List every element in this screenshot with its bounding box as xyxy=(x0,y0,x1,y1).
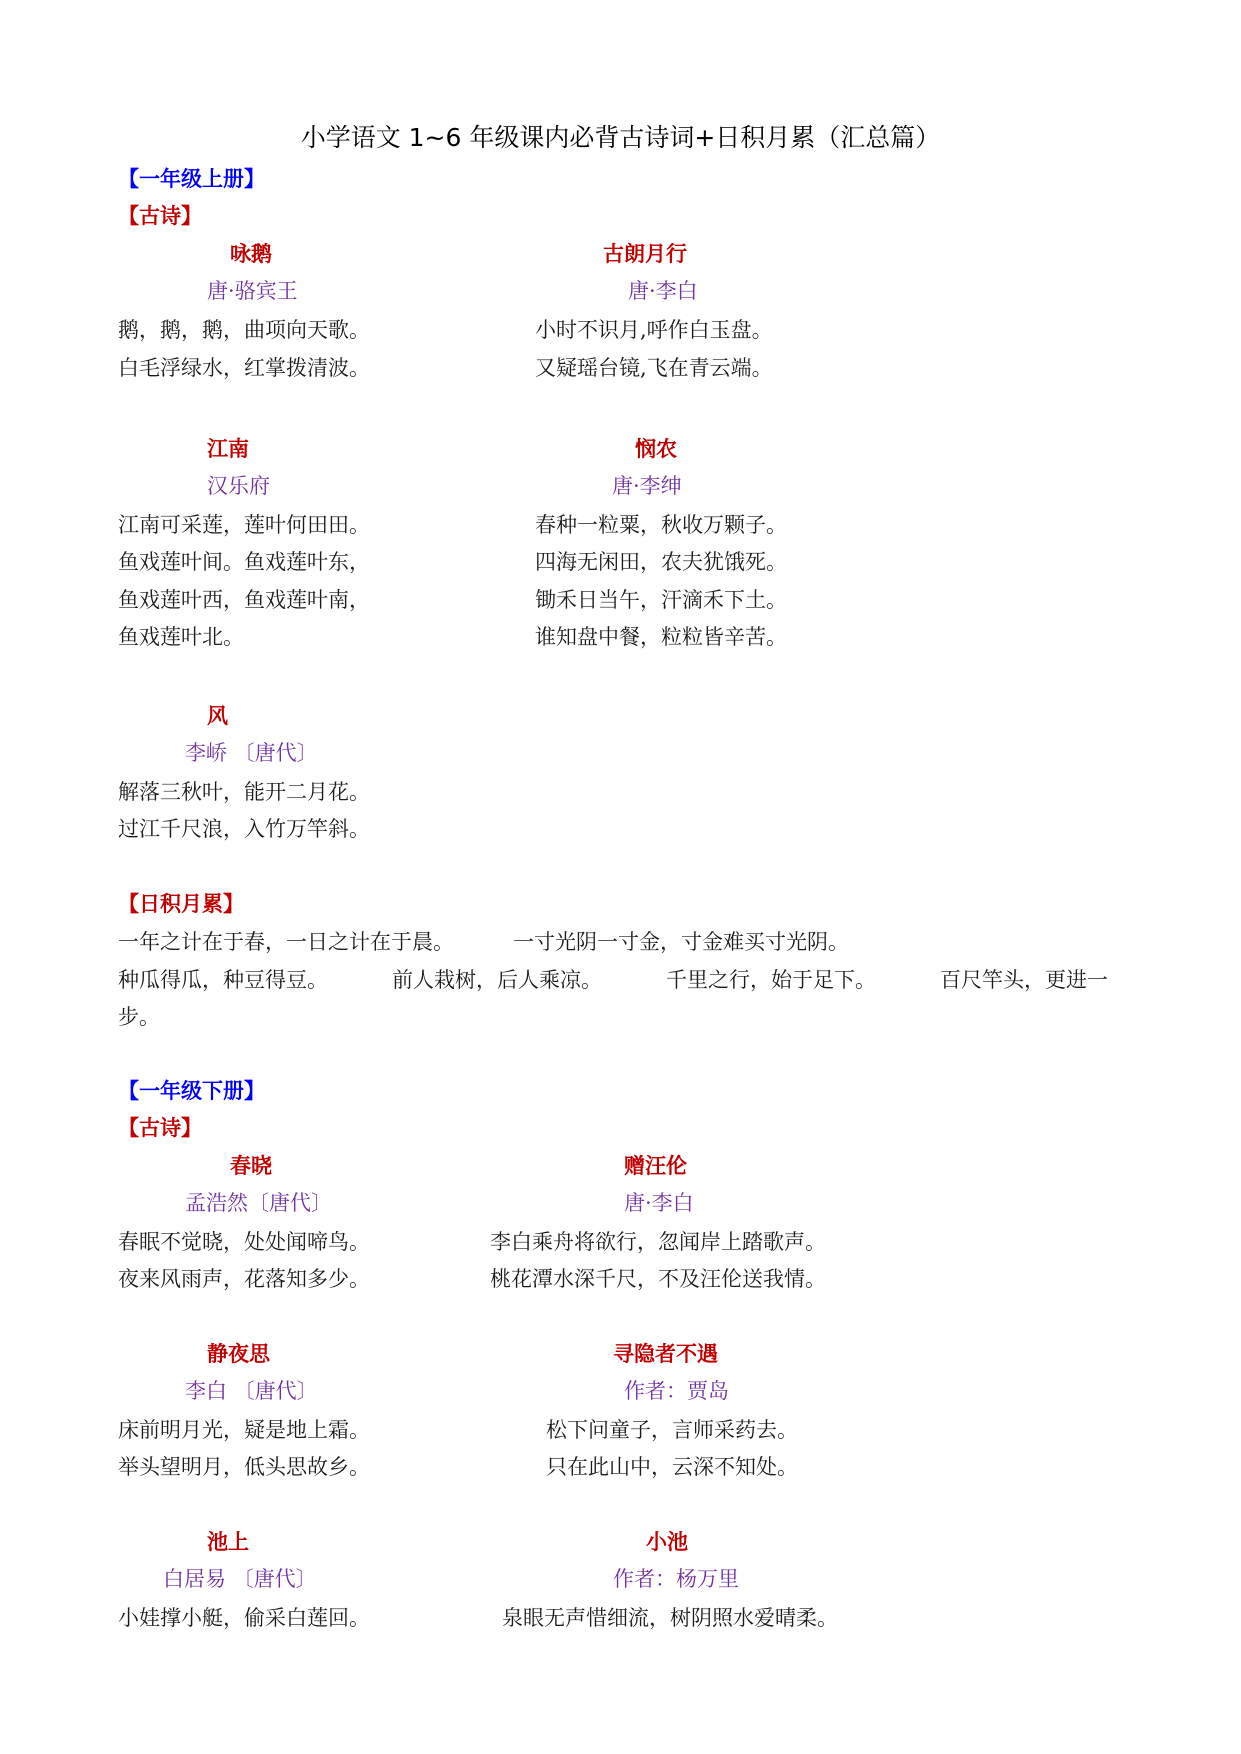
poem-line: 桃花潭水深千尺，不及汪伦送我情。 xyxy=(490,1267,826,1291)
poem-line: 小时不识月,呼作白玉盘。 xyxy=(535,318,773,342)
poem-title: 古朗月行 xyxy=(603,242,687,266)
poem-author: 作者：杨万里 xyxy=(613,1567,739,1591)
accum-phrase: 百尺竿头，更进一 xyxy=(940,968,1108,992)
poem-author: 白居易 〔唐代〕 xyxy=(163,1567,317,1591)
poem-title: 春晓 xyxy=(230,1154,272,1178)
section-poems-1a: 【古诗】 xyxy=(118,204,202,228)
poem-line: 谁知盘中餐，粒粒皆辛苦。 xyxy=(535,625,787,649)
section-poems-1b: 【古诗】 xyxy=(118,1116,202,1140)
accum-phrase: 一年之计在于春，一日之计在于晨。 xyxy=(118,930,454,954)
poem-title: 赠汪伦 xyxy=(624,1154,687,1178)
poem-line: 锄禾日当午，汗滴禾下土。 xyxy=(535,588,787,612)
poem-author: 李峤 〔唐代〕 xyxy=(185,741,318,765)
accum-phrase: 一寸光阴一寸金，寸金难买寸光阴。 xyxy=(513,930,849,954)
poem-title: 江南 xyxy=(207,437,249,461)
poem-line: 江南可采莲，莲叶何田田。 xyxy=(118,513,370,537)
poem-title: 咏鹅 xyxy=(230,242,272,266)
poem-author: 汉乐府 xyxy=(207,474,270,498)
poem-line: 鱼戏莲叶西，鱼戏莲叶南， xyxy=(118,588,370,612)
poem-author: 李白 〔唐代〕 xyxy=(185,1379,318,1403)
poem-line: 夜来风雨声，花落知多少。 xyxy=(118,1267,370,1291)
poem-author: 唐·李绅 xyxy=(612,474,682,498)
poem-line: 春种一粒粟，秋收万颗子。 xyxy=(535,513,787,537)
document-title: 小学语文 1~6 年级课内必背古诗词+日积月累（汇总篇） xyxy=(300,123,941,152)
poem-line: 泉眼无声惜细流，树阴照水爱晴柔。 xyxy=(502,1606,838,1630)
poem-line: 春眠不觉晓，处处闻啼鸟。 xyxy=(118,1230,370,1254)
poem-title: 池上 xyxy=(207,1530,249,1554)
poem-line: 松下问童子，言师采药去。 xyxy=(546,1418,798,1442)
accum-phrase: 步。 xyxy=(118,1005,160,1029)
poem-title: 小池 xyxy=(646,1530,688,1554)
poem-title: 悯农 xyxy=(635,437,677,461)
poem-line: 小娃撑小艇，偷采白莲回。 xyxy=(118,1606,370,1630)
poem-author: 唐·李白 xyxy=(628,279,698,303)
poem-author: 孟浩然〔唐代〕 xyxy=(185,1191,332,1215)
poem-author: 作者：贾岛 xyxy=(624,1379,729,1403)
grade-heading-1a: 【一年级上册】 xyxy=(118,167,265,191)
poem-line: 举头望明月，低头思故乡。 xyxy=(118,1455,370,1479)
accum-phrase: 千里之行，始于足下。 xyxy=(666,968,876,992)
poem-line: 鱼戏莲叶北。 xyxy=(118,625,244,649)
poem-line: 李白乘舟将欲行，忽闻岸上踏歌声。 xyxy=(490,1230,826,1254)
poem-line: 解落三秋叶，能开二月花。 xyxy=(118,780,370,804)
poem-line: 鹅，鹅，鹅，曲项向天歌。 xyxy=(118,318,370,342)
poem-title: 风 xyxy=(207,704,228,728)
poem-line: 四海无闲田，农夫犹饿死。 xyxy=(535,550,787,574)
poem-author: 唐·李白 xyxy=(624,1191,694,1215)
poem-line: 只在此山中，云深不知处。 xyxy=(546,1455,798,1479)
poem-line: 又疑瑶台镜,飞在青云端。 xyxy=(535,356,773,380)
poem-author: 唐·骆宾王 xyxy=(207,279,298,303)
accum-phrase: 种瓜得瓜，种豆得豆。 xyxy=(118,968,328,992)
poem-title: 寻隐者不遇 xyxy=(613,1342,718,1366)
poem-line: 白毛浮绿水，红掌拨清波。 xyxy=(118,356,370,380)
poem-title: 静夜思 xyxy=(207,1342,270,1366)
poem-line: 床前明月光，疑是地上霜。 xyxy=(118,1418,370,1442)
accum-phrase: 前人栽树，后人乘凉。 xyxy=(392,968,602,992)
grade-heading-1b: 【一年级下册】 xyxy=(118,1079,265,1103)
poem-line: 鱼戏莲叶间。鱼戏莲叶东， xyxy=(118,550,370,574)
section-accumulation: 【日积月累】 xyxy=(118,892,244,916)
poem-line: 过江千尺浪，入竹万竿斜。 xyxy=(118,817,370,841)
